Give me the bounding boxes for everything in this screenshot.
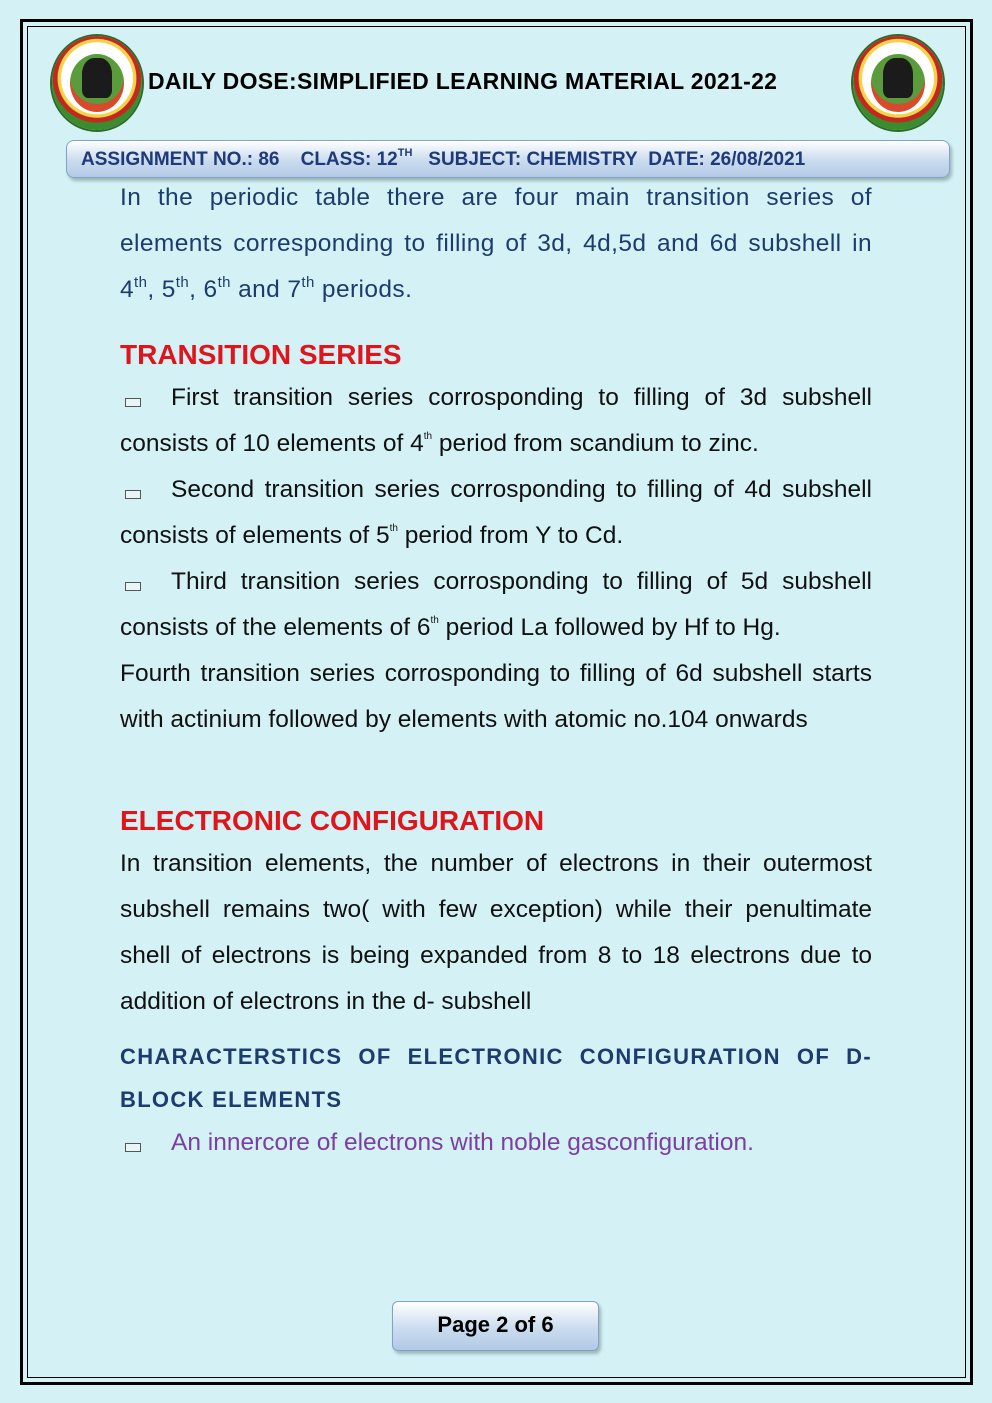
electronic-configuration-heading: ELECTRONIC CONFIGURATION [120,805,545,836]
bullet-icon [125,490,141,499]
page-number: Page 2 of 6 [392,1301,599,1351]
main-content [120,175,872,1166]
bullet-icon [125,582,141,591]
electronic-configuration-paragraph: In transition elements, the number of electrons in their outermost subshell remains two( with few exception) while their penultimate shell of electrons is being expanded from 8 to 18 electrons due to addition of electrons in the d- subshell [120,850,872,1015]
assignment-info-bar [66,140,950,178]
document-title: DAILY DOSE:SIMPLIFIED LEARNING MATERIAL 2021-22 [148,68,778,94]
transition-item-3: Third transition series corrosponding to filling of 5d subshell consists of the elements of 6th period La followed by Hf to Hg. [120,568,872,641]
class-label: CLASS: 12TH [300,147,413,170]
characteristics-heading: CHARACTERSTICS OF ELECTRONIC CONFIGURATION OF D-BLOCK ELEMENTS [120,1044,872,1112]
bullet-icon [125,1143,141,1152]
school-logo-left [52,36,142,130]
date-label: DATE: 26/08/2021 [648,149,806,170]
assignment-number: ASSIGNMENT NO.: 86 [81,149,280,170]
transition-item-2: Second transition series corrosponding to filling of 4d subshell consists of elements of 5th period from Y to Cd. [120,476,872,549]
intro-paragraph: In the periodic table there are four main transition series of elements corresponding to filling of 3d, 4d,5d and 6d subshell in 4th, 5th, 6th and 7th periods. [120,184,872,303]
bullet-icon [125,398,141,407]
transition-item-1: First transition series corrosponding to filling of 3d subshell consists of 10 elements of 4th period from scandium to zinc. [120,384,872,457]
school-logo-right [853,36,943,130]
transition-series-heading: TRANSITION SERIES [120,339,402,370]
characteristics-item-1: An innercore of electrons with noble gasconfiguration. [120,1120,872,1166]
transition-item-4: Fourth transition series corrosponding to filling of 6d subshell starts with actinium followed by elements with atomic no.104 onwards [120,660,872,733]
subject-label: SUBJECT: CHEMISTRY [428,149,638,170]
